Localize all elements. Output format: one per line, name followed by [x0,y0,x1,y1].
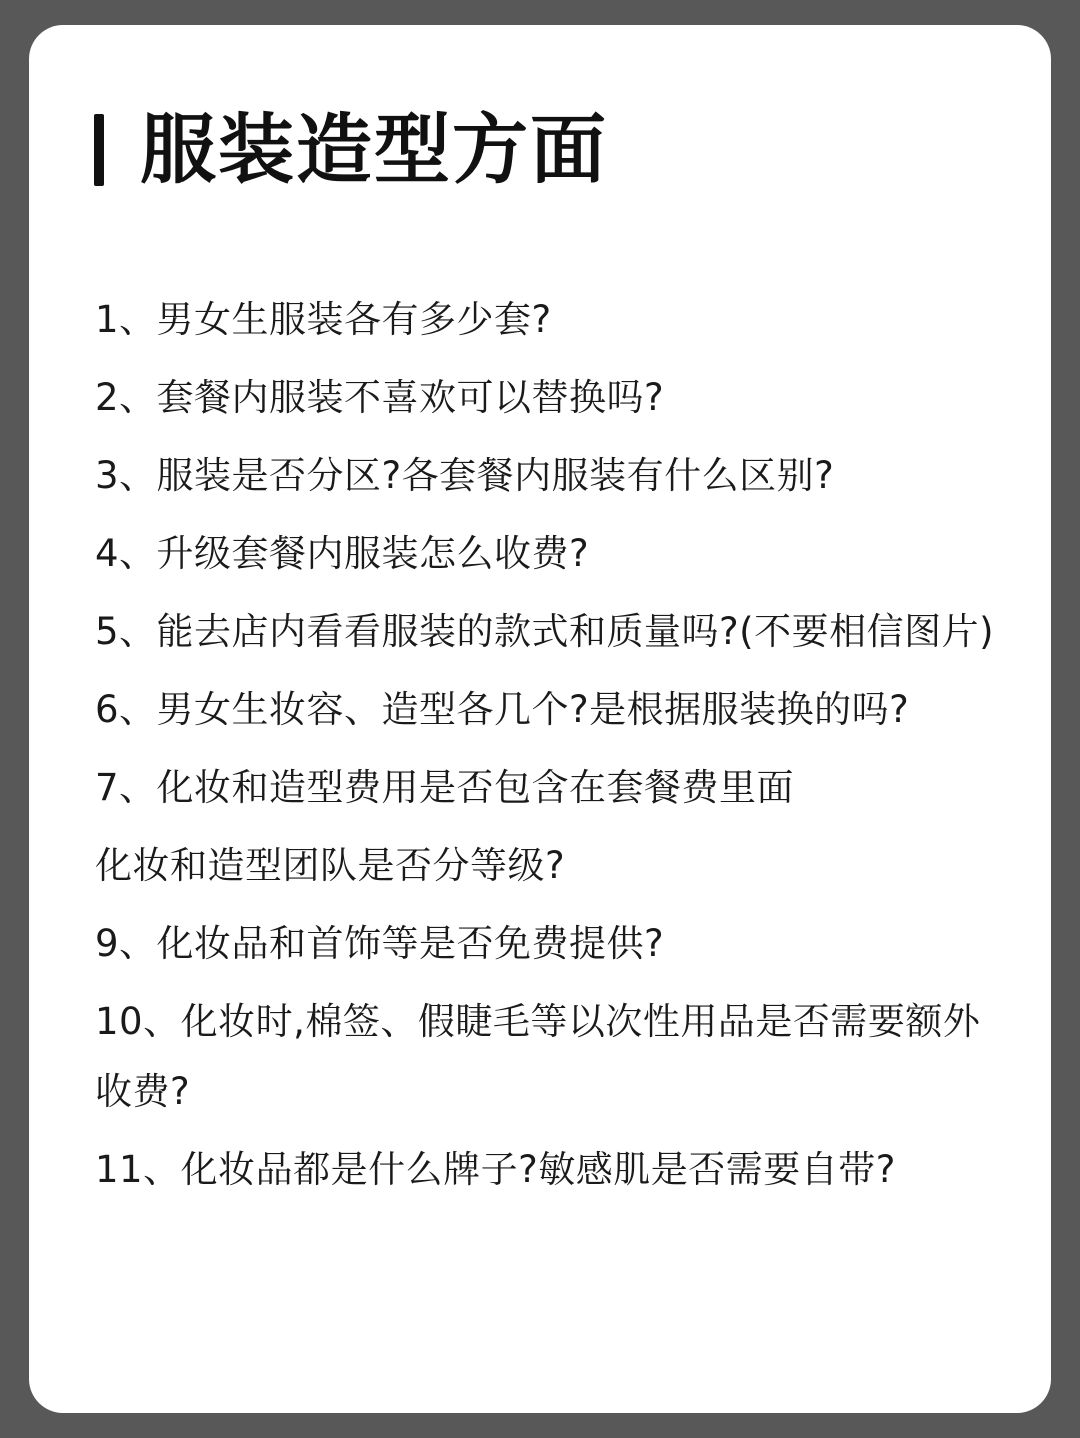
question-item: 11、化妆品都是什么牌子?敏感肌是否需要自带? [95,1148,896,1191]
question-item: 7、化妆和造型费用是否包含在套餐费里面 [95,766,795,809]
question-item: 3、服装是否分区?各套餐内服装有什么区别? [95,454,835,497]
title-accent-bar [94,114,104,186]
question-item: 6、男女生妆容、造型各几个?是根据服装换的吗? [95,688,910,731]
page-title: 服装造型方面 [140,105,608,194]
question-list [95,285,995,1213]
question-item: 化妆和造型团队是否分等级? [95,844,566,887]
content-card [29,25,1051,1413]
title-row [94,105,608,195]
question-item: 2、套餐内服装不喜欢可以替换吗? [95,376,665,419]
question-item: 10、化妆时,棉签、假睫毛等以次性用品是否需要额外收费? [95,1000,981,1113]
question-item: 4、升级套餐内服装怎么收费? [95,532,590,575]
question-item: 1、男女生服装各有多少套? [95,298,552,341]
question-item: 9、化妆品和首饰等是否免费提供? [95,922,665,965]
question-item: 5、能去店内看看服装的款式和质量吗?(不要相信图片) [95,610,995,653]
